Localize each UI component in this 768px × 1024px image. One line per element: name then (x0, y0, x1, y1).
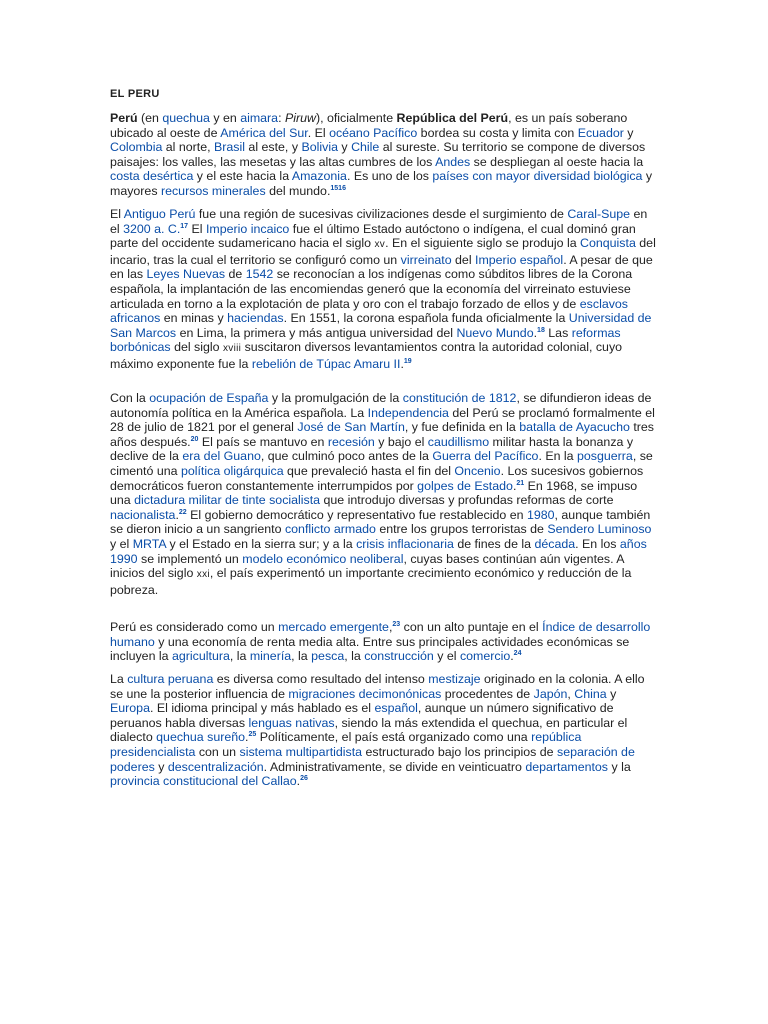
text-run: estructurado bajo los principios de (362, 744, 557, 759)
text-run: militar hasta la bonanza y declive de la (110, 434, 634, 464)
link-3200-ac[interactable]: 3200 a. C. (123, 221, 181, 236)
text-run: entre los grupos terroristas de (375, 522, 548, 537)
link-aimara[interactable]: aimara (240, 111, 279, 125)
footnote-ref[interactable]: 20 (190, 435, 199, 443)
footnote-ref[interactable]: 23 (392, 620, 401, 628)
footnote-ref[interactable]: 21 (516, 479, 525, 487)
text-run: de fines de la (453, 536, 535, 551)
link-modelo-neoliberal[interactable]: modelo económico neoliberal (242, 551, 404, 566)
text-run: y (606, 686, 617, 701)
link-jose-de-san-martin[interactable]: José de San Martín (297, 420, 405, 435)
text-run: del mundo. (265, 183, 331, 198)
text-run: se reconocían a los indígenas como súbditos libres de la Corona española, la implantación de las encomiendas generó que la economía del virreinato estuviese articulada en torno a la explotación de plata y oro con el trabajo forzado de ellos y de (110, 267, 633, 311)
link-sistema-multipartidista[interactable]: sistema multipartidista (239, 744, 363, 759)
link-indice-desarrollo-humano[interactable]: Índice de desarrollo humano (110, 620, 651, 649)
link-decada[interactable]: década (534, 536, 576, 551)
text-run: El país se mantuvo en (198, 434, 328, 449)
text-run: , el país experimentó un importante crecimiento económico y reducción de la pobreza. (110, 566, 632, 597)
link-mrta[interactable]: MRTA (132, 536, 167, 551)
paragraph-history (110, 207, 658, 372)
text-run: , es un país soberano ubicado al oeste de (110, 111, 628, 140)
link-guerra-del-pacifico[interactable]: Guerra del Pacífico (432, 449, 539, 464)
text-run: y el (433, 649, 460, 664)
link-caudillismo[interactable]: caudillismo (427, 434, 490, 449)
text-run: (en (137, 111, 163, 125)
text-run: bordea su costa y limita con (417, 125, 578, 140)
text-run: Perú es considerado como un (110, 620, 279, 634)
link-quechua[interactable]: quechua (162, 111, 210, 125)
link-ecuador[interactable]: Ecuador (577, 125, 624, 140)
link-bolivia[interactable]: Bolivia (301, 140, 338, 155)
link-conflicto-armado[interactable]: conflicto armado (284, 522, 376, 537)
link-rebelion-tupac-amaru[interactable]: rebelión de Túpac Amaru II (251, 356, 401, 371)
text-run: , (388, 620, 393, 634)
text-run: , la (229, 649, 250, 664)
link-leyes-nuevas[interactable]: Leyes Nuevas (146, 267, 226, 282)
text-run: de (225, 267, 246, 282)
text-run: al este, y (244, 140, 302, 155)
text-run: , que culminó poco antes de la (260, 449, 433, 464)
link-republica-presidencialista[interactable]: república presidencialista (110, 730, 582, 759)
link-andes[interactable]: Andes (435, 154, 471, 169)
text-run: . (510, 649, 514, 664)
text-run: y la promulgación de la (268, 391, 403, 405)
link-1980[interactable]: 1980 (526, 507, 555, 522)
link-lenguas-nativas[interactable]: lenguas nativas (248, 715, 335, 730)
text-run: , aunque un número significativo de peruanos habla diversas (110, 701, 614, 730)
text-run: El (110, 207, 124, 221)
page-title: EL PERU (110, 88, 160, 100)
text-run: con un (195, 744, 240, 759)
text-run: fue una región de sucesivas civilizaciones desde el surgimiento de (195, 207, 568, 221)
text-run: del Perú se proclamó formalmente el 28 de julio de 1821 por el general (110, 405, 655, 435)
text-run: República del Perú (396, 111, 509, 125)
footnote-ref[interactable]: 1516 (330, 184, 346, 192)
link-china[interactable]: China (574, 686, 607, 701)
link-sendero-luminoso[interactable]: Sendero Luminoso (547, 522, 652, 537)
link-era-del-guano[interactable]: era del Guano (182, 449, 261, 464)
link-migraciones-decimononicas[interactable]: migraciones decimonónicas (288, 686, 442, 701)
text-run: en minas y (160, 311, 228, 326)
link-universidad-san-marcos[interactable]: Universidad de San Marcos (110, 311, 652, 340)
link-agricultura[interactable]: agricultura (172, 649, 230, 664)
text-run: en el (110, 207, 648, 236)
link-constitucion-1812[interactable]: constitución de 1812 (402, 391, 517, 405)
footnote-ref[interactable]: 19 (403, 357, 412, 365)
link-ocupacion-espana[interactable]: ocupación de España (149, 391, 269, 405)
link-virreinato[interactable]: virreinato (400, 252, 452, 267)
link-america-del-sur[interactable]: América del Sur (220, 125, 308, 140)
link-comercio[interactable]: comercio (459, 649, 511, 664)
text-run: al sureste. Su territorio se compone de diversos paisajes: los valles, las mesetas y las altas cumbres de los (110, 140, 646, 169)
link-amazonia[interactable]: Amazonia (291, 169, 347, 184)
text-run: y el (110, 536, 133, 551)
text-run: , y fue definida en la (404, 420, 520, 435)
footnote-ref[interactable]: 18 (537, 326, 545, 334)
text-run: , se difundieron ideas de autonomía política en la América española. La (110, 391, 652, 420)
text-run: , siendo la más extendida el quechua, en particular el dialecto (110, 715, 628, 745)
text-run: Piruw (284, 111, 316, 125)
link-espanol[interactable]: español (374, 701, 418, 716)
text-run: xv (374, 239, 386, 251)
link-cultura-peruana[interactable]: cultura peruana (127, 672, 214, 686)
link-quechua-sureno[interactable]: quechua sureño (156, 730, 246, 745)
text-run: Perú (110, 111, 138, 125)
link-imperio-espanol[interactable]: Imperio español (475, 252, 564, 267)
link-nuevo-mundo[interactable]: Nuevo Mundo (456, 325, 534, 340)
link-descentralizacion[interactable]: descentralización (167, 759, 264, 774)
link-antiguo-peru[interactable]: Antiguo Perú (123, 207, 196, 221)
text-run: , se cimentó una (110, 449, 653, 478)
text-run: . En el siguiente siglo se produjo la (385, 236, 581, 251)
text-run: suscitaron diversos levantamientos contra la autoridad colonial, cuyo máximo exponente fue la (110, 340, 623, 371)
text-run: : (278, 111, 285, 125)
text-run: La (110, 672, 128, 686)
text-run: . En la (538, 449, 578, 464)
link-colombia[interactable]: Colombia (110, 140, 163, 155)
paragraph-republic (110, 391, 658, 597)
text-run: xxi (196, 569, 210, 581)
text-run: originado en la colonia. A ello se une la posterior influencia de (110, 672, 645, 701)
text-run: , (567, 686, 575, 701)
footnote-ref[interactable]: 17 (180, 222, 189, 230)
text-run: al norte, (162, 140, 214, 155)
link-oncenio[interactable]: Oncenio (454, 463, 501, 478)
link-esclavos-africanos[interactable]: esclavos africanos (110, 296, 628, 326)
footnote-ref[interactable]: 25 (248, 731, 257, 739)
text-run: que introdujo diversas y profundas reformas de corte (320, 493, 614, 508)
link-dictadura-militar[interactable]: dictadura militar de tinte socialista (134, 493, 321, 508)
link-anos-1990[interactable]: años 1990 (110, 536, 647, 566)
link-costa-desertica[interactable]: costa desértica (110, 169, 194, 184)
link-japon[interactable]: Japón (533, 686, 568, 701)
link-europa[interactable]: Europa (110, 701, 150, 716)
link-provincia-callao[interactable]: provincia constitucional del Callao (110, 774, 297, 789)
text-run: y mayores (110, 169, 653, 198)
text-run: . En 1551, la corona española funda oficialmente la (283, 311, 569, 326)
link-departamentos[interactable]: departamentos (525, 759, 609, 774)
link-chile[interactable]: Chile (351, 140, 380, 155)
paragraph-culture (110, 672, 658, 789)
text-run: . Administrativamente, se divide en veinticuatro (263, 759, 526, 774)
text-run: que prevaleció hasta el fin del (283, 463, 455, 478)
text-run: y (154, 759, 168, 774)
text-run: y (337, 140, 352, 155)
text-run: y (623, 125, 634, 140)
text-run: Con la (110, 391, 150, 405)
link-caral-supe[interactable]: Caral-Supe (567, 207, 631, 221)
link-paises-diversidad[interactable]: países con mayor diversidad biológica (432, 169, 643, 184)
text-run: en Lima, la primera y más antigua universidad del (176, 325, 457, 340)
text-run: y la (608, 759, 631, 774)
footnote-ref[interactable]: 26 (300, 775, 308, 783)
text-run: se implementó un (137, 551, 243, 566)
text-run: Políticamente, el país está organizado como una (256, 730, 532, 745)
link-oceano-pacifico[interactable]: océano Pacífico (329, 125, 418, 140)
text-run: . (512, 478, 517, 493)
link-imperio-incaico[interactable]: Imperio incaico (205, 221, 290, 236)
link-pesca[interactable]: pesca (311, 649, 345, 664)
text-run: y en (209, 111, 241, 125)
text-run: El gobierno democrático y representativo fue restablecido en (186, 507, 527, 522)
text-run: y una economía de renta media alta. Entre sus principales actividades económicas se incluyen la (110, 634, 630, 664)
text-run: , cuyas bases continúan aún vigentes. A inicios del siglo (110, 551, 624, 581)
link-mercado-emergente[interactable]: mercado emergente (278, 620, 389, 634)
text-run: . (296, 774, 301, 789)
link-construccion[interactable]: construcción (364, 649, 434, 664)
text-run: . (245, 730, 249, 745)
text-run: En 1968, se impuso una (110, 478, 638, 508)
link-posguerra[interactable]: posguerra (577, 449, 633, 464)
text-run: El (188, 221, 206, 236)
text-run: . Es uno de los (346, 169, 433, 184)
text-run: . (533, 325, 538, 340)
text-run: . El idioma principal y más hablado es el (149, 701, 375, 716)
paragraph-intro (110, 111, 658, 199)
text-run: . En los (575, 536, 620, 551)
text-run: , la (344, 649, 365, 664)
text-run: con un alto puntaje en el (400, 620, 543, 634)
link-separacion-de-poderes[interactable]: separación de poderes (110, 744, 635, 774)
text-run: se despliegan al oeste hacia la (470, 154, 644, 169)
paragraph-economy (110, 620, 658, 664)
link-crisis-inflacionaria[interactable]: crisis inflacionaria (356, 536, 454, 551)
text-run: . A pesar de que en las (110, 252, 653, 282)
text-run: . Los sucesivos gobiernos democráticos fueron constantemente interrumpidos por (110, 463, 644, 493)
text-run: procedentes de (441, 686, 534, 701)
text-run: Las (544, 325, 572, 340)
text-run: fue el último Estado autóctono o indígena, el cual dominó gran parte del occidente sudamericano hacia el siglo (110, 221, 636, 251)
link-golpes-de-estado[interactable]: golpes de Estado (417, 478, 513, 493)
text-run: , la (291, 649, 312, 664)
text-run: y bajo el (374, 434, 428, 449)
text-run: . (175, 507, 179, 522)
text-run: del incario, tras la cual el territorio se configuró como un (110, 236, 656, 267)
link-brasil[interactable]: Brasil (214, 140, 245, 155)
text-run: y el Estado en la sierra sur; y a la (166, 536, 357, 551)
link-batalla-ayacucho[interactable]: batalla de Ayacucho (519, 420, 630, 435)
link-haciendas[interactable]: haciendas (227, 311, 284, 326)
footnote-ref[interactable]: 22 (178, 508, 187, 516)
text-run: ), oficialmente (315, 111, 397, 125)
text-run: . (400, 356, 404, 371)
link-recursos-minerales[interactable]: recursos minerales (160, 183, 266, 198)
text-run: del (451, 252, 476, 267)
text-run: , aunque también se dieron inicio a un sangriento (110, 507, 651, 537)
link-1542[interactable]: 1542 (245, 267, 274, 282)
link-politica-oligarquica[interactable]: política oligárquica (180, 463, 284, 478)
link-reformas-borbonicas[interactable]: reformas borbónicas (110, 325, 621, 355)
text-run: xviii (222, 343, 242, 355)
text-run: tres años después. (110, 420, 654, 449)
text-run: es diversa como resultado del intenso (213, 672, 429, 686)
link-nacionalista[interactable]: nacionalista (110, 507, 176, 522)
text-run: del siglo (170, 340, 223, 355)
text-run: . El (307, 125, 330, 140)
footnote-ref[interactable]: 24 (513, 650, 522, 658)
link-conquista[interactable]: Conquista (580, 236, 636, 251)
text-run: y el este hacia la (193, 169, 292, 184)
link-mineria[interactable]: minería (249, 649, 292, 664)
link-mestizaje[interactable]: mestizaje (428, 672, 481, 686)
link-recesion[interactable]: recesión (327, 434, 375, 449)
link-independencia[interactable]: Independencia (367, 405, 449, 420)
